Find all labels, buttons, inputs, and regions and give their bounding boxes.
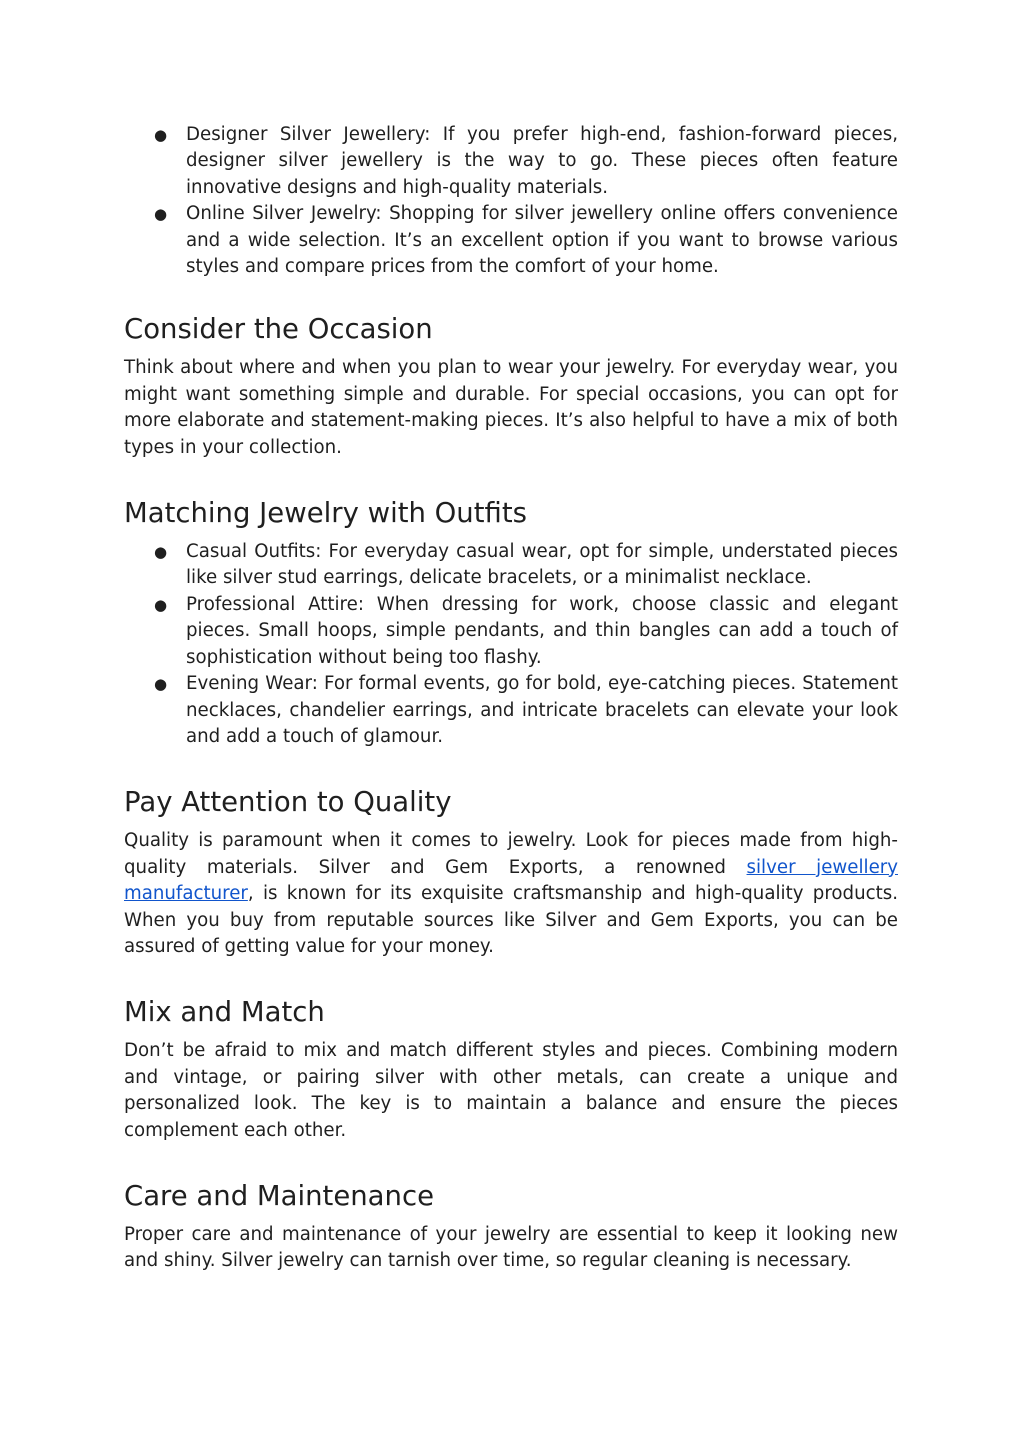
list-item-text: Casual Outfits: For everyday casual wear, opt for simple, understated pieces like silver stud earrings, delicate bracelets, or a minimalist necklace.	[186, 541, 898, 589]
section-body: Proper care and maintenance of your jewelry are essential to keep it looking new and shiny. Silver jewelry can tarnish over time, so regular cleaning is necessary.	[124, 1223, 898, 1272]
section-heading: Pay Attention to Quality	[124, 786, 452, 819]
intro-bullet-list	[124, 122, 898, 280]
section-heading: Matching Jewelry with Outfits	[124, 497, 527, 530]
section-heading: Care and Maintenance	[124, 1179, 434, 1212]
list-item-text: Designer Silver Jewellery: If you prefer high-end, fashion-forward pieces, designer silver jewellery is the way to go. These pieces often feature innovative designs and high-quality materials.	[186, 124, 898, 198]
outfits-bullet-list	[124, 539, 898, 750]
section-body	[124, 828, 898, 960]
document-content	[124, 122, 898, 1275]
list-item	[124, 122, 898, 201]
body-text-after-link: , is known for its exquisite craftsmanship and high-quality products. When you buy from reputable sources like Silver and Gem Exports, you can be assured of getting value for your money.	[124, 883, 898, 957]
section-care	[124, 1178, 898, 1275]
list-item-text: Evening Wear: For formal events, go for bold, eye-catching pieces. Statement necklaces, chandelier earrings, and intricate bracelets can elevate your look and add a touch of glamour.	[186, 673, 898, 747]
section-heading: Consider the Occasion	[124, 313, 433, 346]
section-body: Think about where and when you plan to wear your jewelry. For everyday wear, you might want something simple and durable. For special occasions, you can opt for more elaborate and statement-making pieces. It’s also helpful to have a mix of both types in your collection.	[124, 357, 898, 458]
manufacturer-link[interactable]: silver jewellery manufacturer	[124, 856, 898, 905]
list-item	[124, 539, 898, 592]
list-item-text: Professional Attire: When dressing for work, choose classic and elegant pieces. Small hoops, simple pendants, and thin bangles can add a touch of sophistication without being too flashy.	[186, 593, 898, 668]
bullet-icon: ●	[154, 675, 168, 694]
list-item-text: Online Silver Jewelry: Shopping for silver jewellery online offers convenience and a wide selection. It’s an excellent option if you want to browse various styles and compare prices from the comfort of your home.	[186, 203, 898, 278]
bullet-icon: ●	[154, 205, 168, 224]
bullet-icon: ●	[154, 126, 168, 144]
bullet-icon: ●	[154, 543, 168, 562]
section-mix	[124, 994, 898, 1144]
list-item	[124, 201, 898, 280]
section-occasion	[124, 311, 898, 461]
bullet-icon: ●	[154, 595, 168, 614]
section-quality	[124, 784, 898, 960]
section-body: Don’t be afraid to mix and match different styles and pieces. Combining modern and vintage, or pairing silver with other metals, can create a unique and personalized look. The key is to maintain a balance and ensure the pieces complement each other.	[124, 1040, 898, 1141]
section-heading: Mix and Match	[124, 996, 325, 1029]
list-item	[124, 592, 898, 671]
body-text-before-link: Quality is paramount when it comes to jewelry. Look for pieces made from high-quality materials. Silver and Gem Exports, a renowned	[124, 830, 898, 878]
list-item	[124, 671, 898, 750]
section-outfits	[124, 495, 898, 750]
